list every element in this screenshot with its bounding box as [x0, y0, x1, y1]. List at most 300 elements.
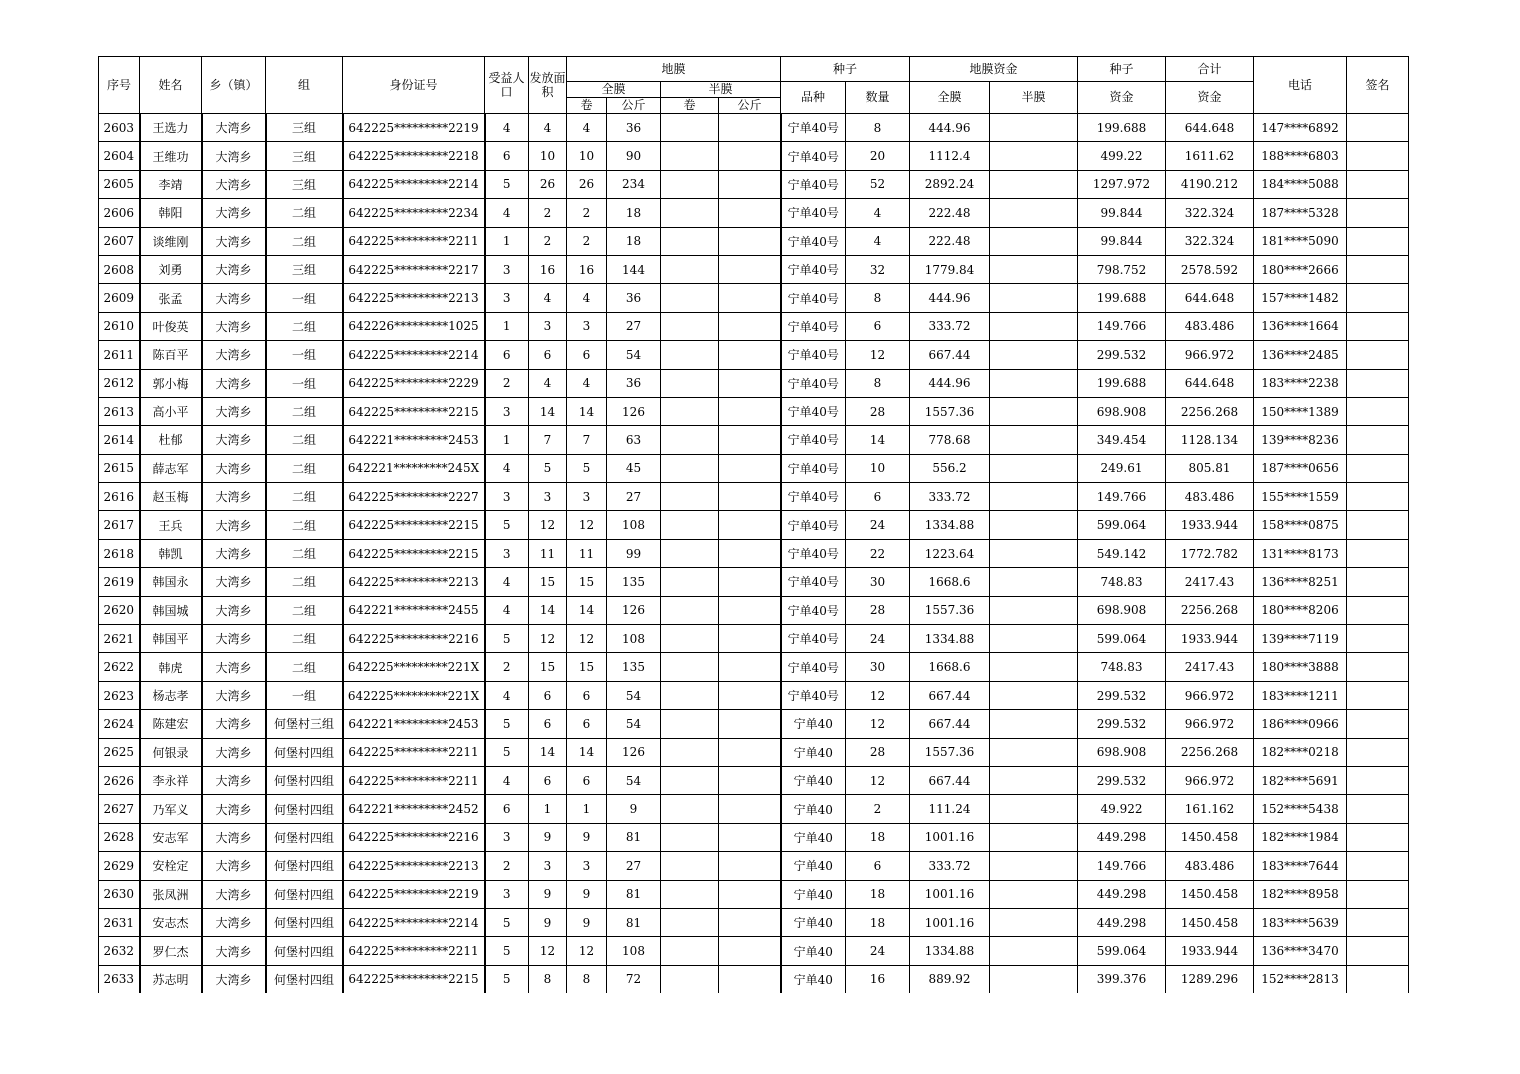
cell-phone: 181****5090 — [1254, 227, 1347, 255]
cell-population: 4 — [485, 199, 529, 227]
table-row — [99, 454, 1409, 482]
cell-total: 1933.944 — [1166, 625, 1254, 653]
cell-full-kg: 36 — [607, 369, 661, 397]
cell-fund-half — [990, 965, 1078, 993]
cell-half-roll — [661, 426, 719, 454]
cell-full-roll: 10 — [567, 142, 607, 170]
cell-seed-fund: 99.844 — [1078, 199, 1166, 227]
cell-seed-fund: 199.688 — [1078, 114, 1166, 142]
cell-seed-fund: 299.532 — [1078, 710, 1166, 738]
cell-id: 642225*********2227 — [343, 483, 485, 511]
cell-area: 6 — [529, 341, 567, 369]
cell-full-roll: 14 — [567, 738, 607, 766]
cell-area: 4 — [529, 369, 567, 397]
cell-half-kg — [719, 397, 781, 425]
table-row — [99, 255, 1409, 283]
cell-sign — [1347, 511, 1409, 539]
cell-variety: 宁单40 — [781, 738, 846, 766]
cell-group: 一组 — [266, 681, 343, 709]
cell-variety: 宁单40号 — [781, 511, 846, 539]
cell-total: 2417.43 — [1166, 653, 1254, 681]
cell-quantity: 20 — [846, 142, 910, 170]
cell-id: 642225*********2215 — [343, 511, 485, 539]
cell-group: 二组 — [266, 397, 343, 425]
cell-group: 二组 — [266, 539, 343, 567]
cell-full-roll: 4 — [567, 284, 607, 312]
cell-full-roll: 9 — [567, 908, 607, 936]
cell-name: 韩国永 — [140, 568, 202, 596]
cell-quantity: 8 — [846, 284, 910, 312]
cell-area: 3 — [529, 483, 567, 511]
table-row — [99, 681, 1409, 709]
cell-half-kg — [719, 795, 781, 823]
cell-fund-half — [990, 454, 1078, 482]
cell-sign — [1347, 312, 1409, 340]
cell-fund-half — [990, 880, 1078, 908]
cell-total: 2578.592 — [1166, 255, 1254, 283]
cell-full-kg: 36 — [607, 284, 661, 312]
cell-total: 966.972 — [1166, 341, 1254, 369]
cell-seq: 2607 — [99, 227, 140, 255]
cell-seq: 2627 — [99, 795, 140, 823]
cell-seed-fund: 449.298 — [1078, 908, 1166, 936]
cell-quantity: 22 — [846, 539, 910, 567]
cell-seed-fund: 99.844 — [1078, 227, 1166, 255]
cell-quantity: 30 — [846, 653, 910, 681]
cell-half-kg — [719, 681, 781, 709]
cell-group: 三组 — [266, 255, 343, 283]
cell-full-kg: 72 — [607, 965, 661, 993]
cell-quantity: 12 — [846, 766, 910, 794]
cell-fund-full: 1334.88 — [910, 625, 990, 653]
cell-half-kg — [719, 738, 781, 766]
cell-half-roll — [661, 908, 719, 936]
cell-half-roll — [661, 341, 719, 369]
cell-seq: 2626 — [99, 766, 140, 794]
cell-full-kg: 99 — [607, 539, 661, 567]
cell-full-kg: 108 — [607, 937, 661, 965]
cell-full-roll: 14 — [567, 397, 607, 425]
cell-population: 3 — [485, 483, 529, 511]
cell-area: 15 — [529, 568, 567, 596]
cell-fund-half — [990, 653, 1078, 681]
cell-fund-full: 556.2 — [910, 454, 990, 482]
cell-fund-full: 778.68 — [910, 426, 990, 454]
cell-phone: 155****1559 — [1254, 483, 1347, 511]
cell-full-kg: 126 — [607, 397, 661, 425]
cell-seq: 2603 — [99, 114, 140, 142]
cell-sign — [1347, 965, 1409, 993]
cell-quantity: 24 — [846, 937, 910, 965]
cell-phone: 188****6803 — [1254, 142, 1347, 170]
cell-total: 966.972 — [1166, 681, 1254, 709]
cell-half-kg — [719, 284, 781, 312]
cell-sign — [1347, 369, 1409, 397]
cell-town: 大湾乡 — [202, 426, 266, 454]
cell-name: 谈维刚 — [140, 227, 202, 255]
cell-town: 大湾乡 — [202, 710, 266, 738]
cell-phone: 183****2238 — [1254, 369, 1347, 397]
cell-full-kg: 144 — [607, 255, 661, 283]
table-row — [99, 341, 1409, 369]
cell-sign — [1347, 710, 1409, 738]
cell-area: 9 — [529, 908, 567, 936]
cell-name: 叶俊英 — [140, 312, 202, 340]
cell-population: 5 — [485, 710, 529, 738]
cell-variety: 宁单40 — [781, 965, 846, 993]
cell-town: 大湾乡 — [202, 199, 266, 227]
cell-full-kg: 54 — [607, 766, 661, 794]
cell-quantity: 12 — [846, 710, 910, 738]
cell-population: 2 — [485, 653, 529, 681]
cell-id: 642225*********2211 — [343, 227, 485, 255]
cell-population: 6 — [485, 341, 529, 369]
cell-phone: 182****0218 — [1254, 738, 1347, 766]
cell-half-roll — [661, 880, 719, 908]
cell-group: 何堡村三组 — [266, 710, 343, 738]
cell-quantity: 52 — [846, 170, 910, 198]
cell-id: 642225*********2211 — [343, 766, 485, 794]
cell-seed-fund: 698.908 — [1078, 596, 1166, 624]
cell-phone: 183****7644 — [1254, 852, 1347, 880]
cell-seq: 2612 — [99, 369, 140, 397]
cell-group: 二组 — [266, 483, 343, 511]
cell-half-roll — [661, 710, 719, 738]
cell-half-roll — [661, 170, 719, 198]
cell-full-kg: 81 — [607, 823, 661, 851]
cell-total: 644.648 — [1166, 114, 1254, 142]
cell-quantity: 18 — [846, 908, 910, 936]
cell-variety: 宁单40号 — [781, 539, 846, 567]
cell-phone: 184****5088 — [1254, 170, 1347, 198]
cell-total: 1450.458 — [1166, 823, 1254, 851]
cell-seq: 2610 — [99, 312, 140, 340]
header-town: 乡（镇） — [202, 57, 266, 114]
cell-half-roll — [661, 539, 719, 567]
cell-variety: 宁单40 — [781, 908, 846, 936]
cell-variety: 宁单40 — [781, 710, 846, 738]
cell-town: 大湾乡 — [202, 795, 266, 823]
cell-full-kg: 63 — [607, 426, 661, 454]
cell-name: 陈建宏 — [140, 710, 202, 738]
cell-name: 安栓定 — [140, 852, 202, 880]
cell-fund-full: 444.96 — [910, 114, 990, 142]
cell-half-roll — [661, 397, 719, 425]
cell-seq: 2624 — [99, 710, 140, 738]
cell-full-kg: 135 — [607, 653, 661, 681]
cell-sign — [1347, 426, 1409, 454]
subsidy-table — [98, 56, 1409, 993]
cell-phone: 131****8173 — [1254, 539, 1347, 567]
cell-id: 642226*********1025 — [343, 312, 485, 340]
cell-full-roll: 12 — [567, 511, 607, 539]
cell-half-kg — [719, 880, 781, 908]
cell-population: 3 — [485, 539, 529, 567]
cell-full-roll: 3 — [567, 483, 607, 511]
header-group: 组 — [266, 57, 343, 114]
cell-town: 大湾乡 — [202, 681, 266, 709]
cell-fund-half — [990, 766, 1078, 794]
cell-seed-fund: 599.064 — [1078, 511, 1166, 539]
cell-id: 642225*********2211 — [343, 738, 485, 766]
cell-town: 大湾乡 — [202, 568, 266, 596]
cell-group: 二组 — [266, 625, 343, 653]
cell-town: 大湾乡 — [202, 312, 266, 340]
cell-fund-half — [990, 539, 1078, 567]
cell-variety: 宁单40号 — [781, 483, 846, 511]
cell-total: 483.486 — [1166, 852, 1254, 880]
cell-sign — [1347, 341, 1409, 369]
cell-half-kg — [719, 483, 781, 511]
cell-fund-half — [990, 908, 1078, 936]
cell-group: 三组 — [266, 114, 343, 142]
cell-half-roll — [661, 142, 719, 170]
cell-id: 642221*********2455 — [343, 596, 485, 624]
cell-group: 二组 — [266, 596, 343, 624]
cell-phone: 182****1984 — [1254, 823, 1347, 851]
table-header — [99, 57, 1409, 114]
cell-phone: 152****2813 — [1254, 965, 1347, 993]
table-row — [99, 852, 1409, 880]
cell-name: 韩凯 — [140, 539, 202, 567]
cell-id: 642225*********221X — [343, 681, 485, 709]
cell-fund-half — [990, 738, 1078, 766]
cell-half-kg — [719, 625, 781, 653]
cell-variety: 宁单40号 — [781, 681, 846, 709]
cell-phone: 180****3888 — [1254, 653, 1347, 681]
header-seed: 种子 — [781, 57, 910, 82]
cell-area: 12 — [529, 511, 567, 539]
cell-quantity: 12 — [846, 681, 910, 709]
table-row — [99, 284, 1409, 312]
cell-seed-fund: 399.376 — [1078, 965, 1166, 993]
cell-seed-fund: 149.766 — [1078, 483, 1166, 511]
cell-seed-fund: 449.298 — [1078, 880, 1166, 908]
cell-town: 大湾乡 — [202, 369, 266, 397]
cell-half-kg — [719, 710, 781, 738]
cell-phone: 136****8251 — [1254, 568, 1347, 596]
cell-half-roll — [661, 653, 719, 681]
cell-full-roll: 6 — [567, 766, 607, 794]
cell-half-kg — [719, 908, 781, 936]
cell-phone: 139****7119 — [1254, 625, 1347, 653]
cell-total: 1933.944 — [1166, 511, 1254, 539]
cell-half-roll — [661, 369, 719, 397]
header-half-roll: 卷 — [661, 98, 719, 114]
table-row — [99, 766, 1409, 794]
cell-quantity: 2 — [846, 795, 910, 823]
table-row — [99, 312, 1409, 340]
cell-full-roll: 12 — [567, 937, 607, 965]
cell-fund-full: 667.44 — [910, 766, 990, 794]
cell-half-kg — [719, 227, 781, 255]
cell-half-kg — [719, 454, 781, 482]
table-row — [99, 511, 1409, 539]
cell-id: 642225*********2214 — [343, 908, 485, 936]
cell-full-kg: 18 — [607, 227, 661, 255]
cell-name: 苏志明 — [140, 965, 202, 993]
cell-fund-half — [990, 823, 1078, 851]
cell-half-kg — [719, 255, 781, 283]
cell-full-roll: 4 — [567, 369, 607, 397]
cell-fund-full: 2892.24 — [910, 170, 990, 198]
cell-full-kg: 18 — [607, 199, 661, 227]
cell-total: 4190.212 — [1166, 170, 1254, 198]
cell-sign — [1347, 454, 1409, 482]
cell-quantity: 6 — [846, 312, 910, 340]
cell-area: 14 — [529, 596, 567, 624]
cell-fund-half — [990, 596, 1078, 624]
cell-full-kg: 108 — [607, 625, 661, 653]
cell-phone: 186****0966 — [1254, 710, 1347, 738]
cell-half-roll — [661, 937, 719, 965]
cell-quantity: 24 — [846, 511, 910, 539]
cell-quantity: 18 — [846, 823, 910, 851]
cell-area: 5 — [529, 454, 567, 482]
cell-name: 罗仁杰 — [140, 937, 202, 965]
cell-half-kg — [719, 539, 781, 567]
cell-variety: 宁单40 — [781, 880, 846, 908]
cell-half-kg — [719, 341, 781, 369]
cell-area: 9 — [529, 880, 567, 908]
table-row — [99, 880, 1409, 908]
cell-seq: 2613 — [99, 397, 140, 425]
cell-variety: 宁单40号 — [781, 199, 846, 227]
cell-full-roll: 3 — [567, 852, 607, 880]
table-row — [99, 568, 1409, 596]
cell-total: 1128.134 — [1166, 426, 1254, 454]
cell-group: 一组 — [266, 369, 343, 397]
header-variety: 品种 — [781, 82, 846, 114]
cell-name: 高小平 — [140, 397, 202, 425]
cell-sign — [1347, 681, 1409, 709]
cell-half-kg — [719, 823, 781, 851]
cell-full-roll: 11 — [567, 539, 607, 567]
cell-area: 26 — [529, 170, 567, 198]
cell-phone: 182****8958 — [1254, 880, 1347, 908]
cell-seq: 2611 — [99, 341, 140, 369]
cell-population: 5 — [485, 937, 529, 965]
cell-total: 483.486 — [1166, 483, 1254, 511]
cell-total: 483.486 — [1166, 312, 1254, 340]
cell-town: 大湾乡 — [202, 341, 266, 369]
cell-name: 韩国平 — [140, 625, 202, 653]
cell-fund-full: 1334.88 — [910, 937, 990, 965]
cell-id: 642225*********221X — [343, 653, 485, 681]
cell-total: 1289.296 — [1166, 965, 1254, 993]
cell-population: 4 — [485, 596, 529, 624]
header-phone: 电话 — [1254, 57, 1347, 114]
table-row — [99, 397, 1409, 425]
cell-name: 安志军 — [140, 823, 202, 851]
cell-full-roll: 6 — [567, 710, 607, 738]
cell-area: 6 — [529, 766, 567, 794]
cell-sign — [1347, 880, 1409, 908]
cell-sign — [1347, 596, 1409, 624]
cell-quantity: 16 — [846, 965, 910, 993]
cell-variety: 宁单40号 — [781, 255, 846, 283]
cell-full-kg: 234 — [607, 170, 661, 198]
cell-full-kg: 81 — [607, 908, 661, 936]
cell-name: 赵玉梅 — [140, 483, 202, 511]
cell-area: 6 — [529, 710, 567, 738]
cell-variety: 宁单40号 — [781, 227, 846, 255]
table-row — [99, 823, 1409, 851]
cell-total: 1933.944 — [1166, 937, 1254, 965]
cell-full-kg: 90 — [607, 142, 661, 170]
cell-phone: 183****1211 — [1254, 681, 1347, 709]
cell-fund-half — [990, 681, 1078, 709]
cell-name: 张孟 — [140, 284, 202, 312]
cell-fund-full: 1001.16 — [910, 880, 990, 908]
cell-town: 大湾乡 — [202, 937, 266, 965]
table-row — [99, 738, 1409, 766]
cell-quantity: 6 — [846, 852, 910, 880]
cell-full-roll: 5 — [567, 454, 607, 482]
cell-id: 642225*********2219 — [343, 880, 485, 908]
cell-group: 二组 — [266, 653, 343, 681]
cell-fund-full: 1557.36 — [910, 738, 990, 766]
cell-half-roll — [661, 823, 719, 851]
cell-variety: 宁单40 — [781, 937, 846, 965]
cell-full-kg: 27 — [607, 483, 661, 511]
cell-area: 8 — [529, 965, 567, 993]
cell-sign — [1347, 795, 1409, 823]
cell-half-kg — [719, 596, 781, 624]
cell-fund-full: 667.44 — [910, 710, 990, 738]
cell-fund-half — [990, 397, 1078, 425]
cell-id: 642225*********2213 — [343, 284, 485, 312]
cell-population: 5 — [485, 908, 529, 936]
table-body — [99, 114, 1409, 994]
cell-full-roll: 8 — [567, 965, 607, 993]
header-total-fund: 资金 — [1166, 82, 1254, 114]
cell-fund-full: 667.44 — [910, 681, 990, 709]
cell-half-kg — [719, 142, 781, 170]
cell-total: 1450.458 — [1166, 908, 1254, 936]
cell-phone: 187****5328 — [1254, 199, 1347, 227]
cell-seed-fund: 49.922 — [1078, 795, 1166, 823]
cell-half-roll — [661, 766, 719, 794]
cell-population: 4 — [485, 568, 529, 596]
cell-seq: 2606 — [99, 199, 140, 227]
cell-sign — [1347, 766, 1409, 794]
cell-id: 642225*********2215 — [343, 965, 485, 993]
cell-group: 二组 — [266, 511, 343, 539]
cell-full-kg: 126 — [607, 738, 661, 766]
cell-area: 2 — [529, 199, 567, 227]
cell-full-kg: 126 — [607, 596, 661, 624]
cell-town: 大湾乡 — [202, 880, 266, 908]
cell-seed-fund: 499.22 — [1078, 142, 1166, 170]
cell-full-roll: 6 — [567, 681, 607, 709]
cell-fund-half — [990, 710, 1078, 738]
cell-fund-half — [990, 170, 1078, 198]
cell-sign — [1347, 397, 1409, 425]
cell-fund-half — [990, 625, 1078, 653]
cell-name: 刘勇 — [140, 255, 202, 283]
cell-full-roll: 9 — [567, 880, 607, 908]
cell-group: 何堡村四组 — [266, 795, 343, 823]
cell-fund-half — [990, 255, 1078, 283]
cell-sign — [1347, 255, 1409, 283]
cell-seq: 2604 — [99, 142, 140, 170]
cell-total: 161.162 — [1166, 795, 1254, 823]
cell-total: 322.324 — [1166, 227, 1254, 255]
cell-full-kg: 45 — [607, 454, 661, 482]
cell-area: 4 — [529, 114, 567, 142]
cell-full-roll: 4 — [567, 114, 607, 142]
